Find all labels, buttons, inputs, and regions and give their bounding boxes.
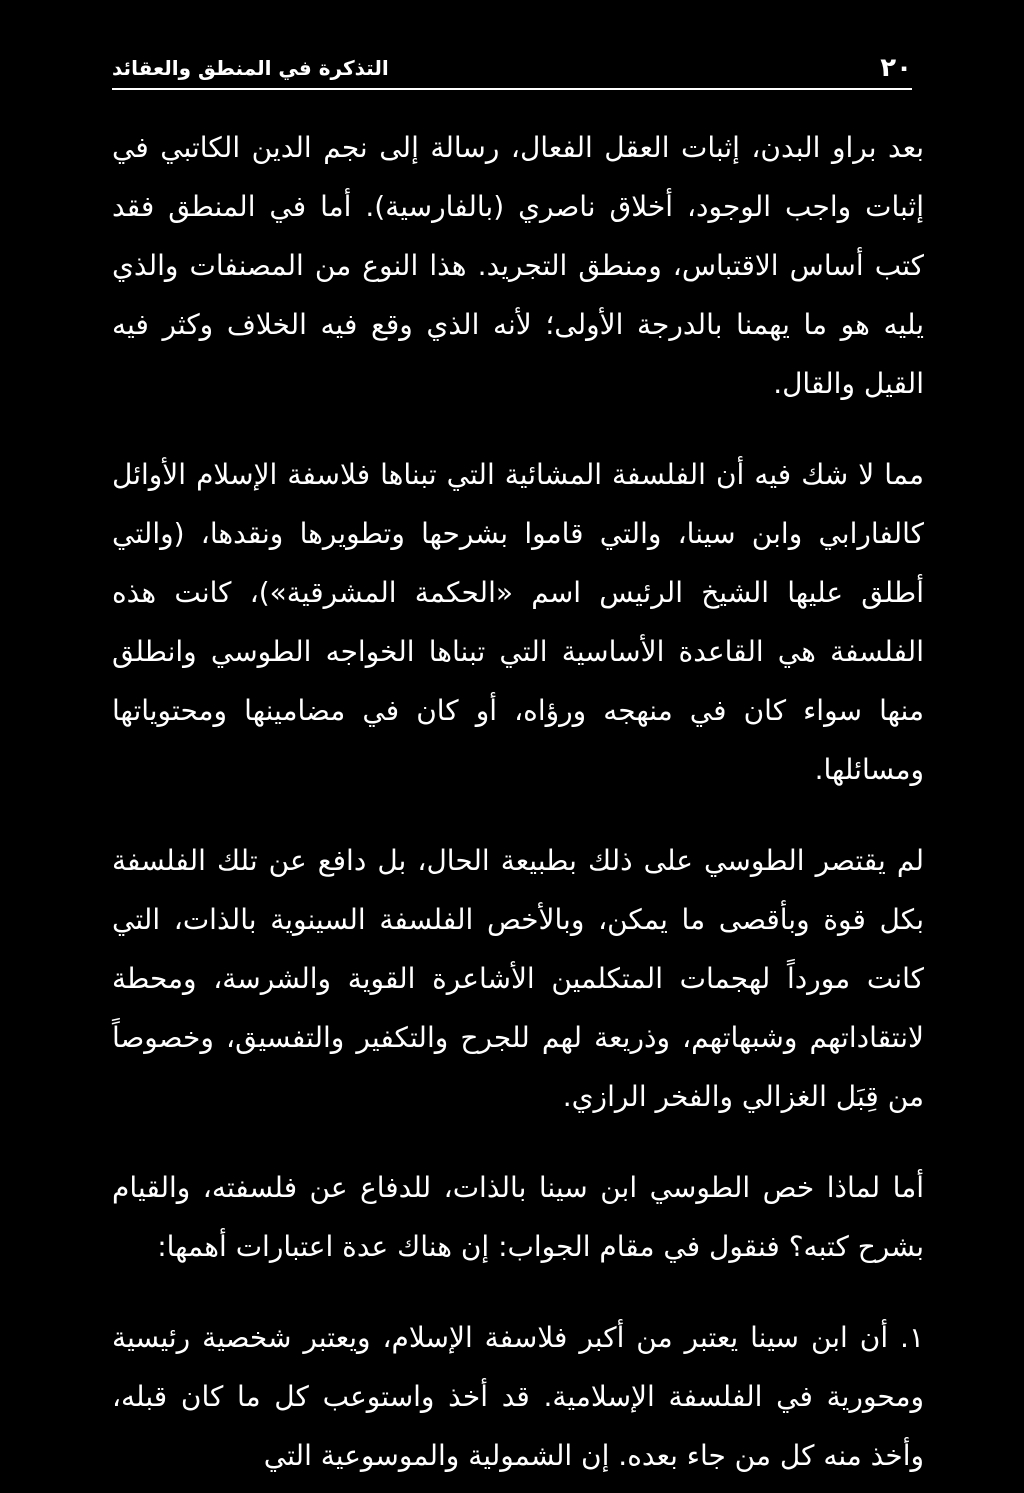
- paragraph-peripatetic-philosophy: مما لا شك فيه أن الفلسفة المشائية التي تبناها فلاسفة الإسلام الأوائل كالفارابي وابن سينا، والتي قاموا بشرحها وتطويرها ونقدها، (والتي أطلق عليها الشيخ الرئيس اسم «الحكمة المشرقية»)، كانت هذه الفلسفة هي القاعدة الأساسية التي تبناها الخواجه الطوسي وانطلق منها سواء كان في منهجه ورؤاه، أو كان في مضامينها ومحتوياتها ومسائلها.: [112, 458, 924, 786]
- paragraph-defense-of-philosophy: لم يقتصر الطوسي على ذلك بطبيعة الحال، بل دافع عن تلك الفلسفة بكل قوة وبأقصى ما يمكن، وبالأخص الفلسفة السينوية بالذات، التي كانت مورداً لهجمات المتكلمين الأشاعرة القوية والشرسة، ومحطة لانتقاداتهم وشبهاتهم، وذريعة لهم للجرح والتكفير والتفسيق، وخصوصاً من قِبَل الغزالي والفخر الرازي.: [112, 844, 924, 1113]
- body-text: [112, 118, 924, 1485]
- paragraph-works-list: بعد براو البدن، إثبات العقل الفعال، رسالة إلى نجم الدين الكاتبي في إثبات واجب الوجود، أخلاق ناصري (بالفارسية). أما في المنطق فقد كتب أساس الاقتباس، ومنطق التجريد. هذا النوع من المصنفات والذي يليه هو ما يهمنا بالدرجة الأولى؛ لأنه الذي وقع فيه الخلاف وكثر فيه القيل والقال.: [112, 131, 924, 400]
- running-title: التذكرة في المنطق والعقائد: [112, 56, 389, 80]
- page-header: [112, 48, 912, 90]
- page-number: ٢٠: [880, 53, 912, 83]
- paragraph-why-ibn-sina: أما لماذا خص الطوسي ابن سينا بالذات، للدفاع عن فلسفته، والقيام بشرح كتبه؟ فنقول في مقام الجواب: إن هناك عدة اعتبارات أهمها:: [112, 1171, 924, 1263]
- paragraph-reason-one: ١. أن ابن سينا يعتبر من أكبر فلاسفة الإسلام، ويعتبر شخصية رئيسية ومحورية في الفلسفة الإسلامية. قد أخذ واستوعب كل ما كان قبله، وأخذ منه كل من جاء بعده. إن الشمولية والموسوعية التي: [112, 1321, 924, 1472]
